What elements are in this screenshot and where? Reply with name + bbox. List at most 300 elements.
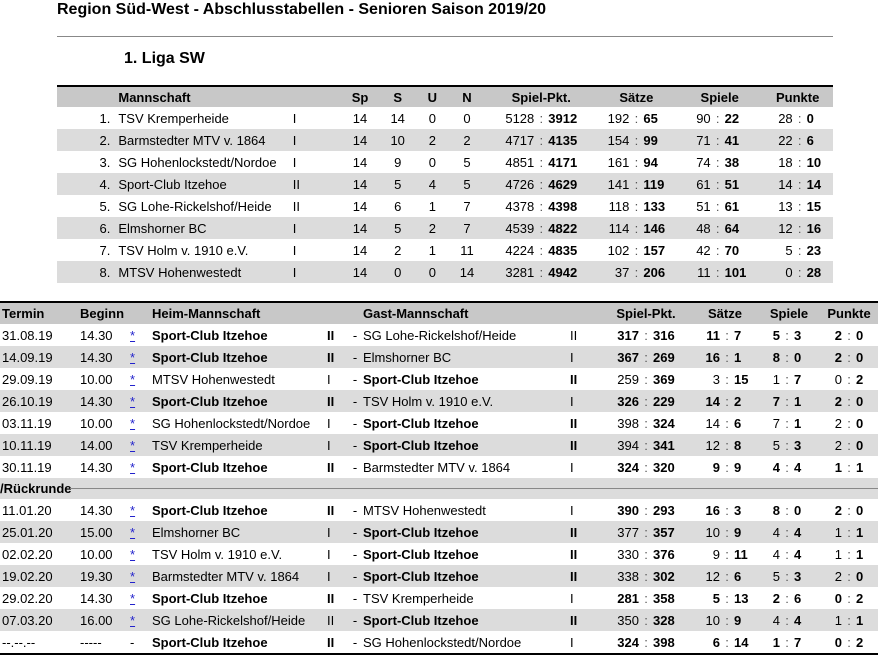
score-pair	[767, 155, 829, 170]
score-pair	[766, 328, 812, 343]
guest-class: II	[570, 327, 578, 343]
score-left: 4851	[505, 154, 535, 170]
saetze-cell	[692, 565, 758, 587]
score-pair	[828, 525, 870, 540]
report-link[interactable]: *	[130, 502, 136, 518]
score-separator: :	[847, 327, 851, 343]
score-separator: :	[785, 459, 789, 475]
punkte-cell	[762, 217, 833, 239]
score-right: 6	[734, 415, 742, 431]
score-separator: :	[725, 590, 729, 606]
score-pair	[828, 503, 870, 518]
guest-class: I	[570, 393, 574, 409]
losses: 7	[463, 220, 471, 236]
score-left: 61	[696, 176, 711, 192]
score-right: 2	[856, 634, 864, 650]
score-pair	[828, 635, 870, 650]
score-pair	[609, 613, 683, 628]
team-class: I	[292, 154, 297, 170]
punkte-cell	[820, 609, 878, 631]
punkte-cell	[762, 239, 833, 261]
score-left: 4	[772, 546, 780, 562]
score-left: 114	[608, 220, 630, 236]
home-team: Sport-Club Itzehoe	[152, 459, 268, 475]
report-link-cell	[130, 368, 152, 390]
round-separator-cell	[0, 478, 878, 499]
col-gast-class	[570, 302, 600, 324]
score-right: 99	[643, 132, 658, 148]
score-pair	[696, 416, 754, 431]
score-left: 2	[834, 415, 842, 431]
spielpkt-cell	[600, 543, 692, 565]
spiele-cell	[758, 565, 820, 587]
score-left: 3	[712, 371, 720, 387]
home-class: II	[327, 393, 335, 409]
score-pair	[766, 350, 812, 365]
home-team: Sport-Club Itzehoe	[152, 327, 268, 343]
match-time: 14.30	[80, 459, 113, 475]
vs-dash: -	[352, 502, 358, 518]
score-left: 2	[834, 568, 842, 584]
score-pair	[767, 265, 829, 280]
guest-class: II	[570, 415, 578, 431]
match-date: 25.01.20	[2, 524, 53, 540]
score-pair	[696, 394, 754, 409]
team-name: Sport-Club Itzehoe	[118, 176, 227, 192]
report-link[interactable]: *	[130, 524, 136, 540]
spielpkt-cell	[600, 456, 692, 478]
score-right: 229	[653, 393, 675, 409]
score-pair	[498, 177, 584, 192]
score-pair	[696, 635, 754, 650]
punkte-cell	[820, 434, 878, 456]
score-pair	[767, 133, 829, 148]
standings-header-row	[57, 86, 833, 107]
spielpkt-cell	[600, 499, 692, 521]
score-separator: :	[725, 393, 729, 409]
match-row	[0, 499, 878, 521]
report-link[interactable]: *	[130, 371, 136, 387]
score-pair	[685, 133, 755, 148]
score-pair	[685, 111, 755, 126]
punkte-cell	[820, 324, 878, 346]
score-separator: :	[725, 502, 729, 518]
score-left: 2	[834, 502, 842, 518]
rank: 8.	[99, 264, 111, 280]
report-link-cell	[130, 543, 152, 565]
score-separator: :	[634, 154, 639, 170]
vs-dash: -	[352, 524, 358, 540]
score-separator: :	[797, 264, 802, 280]
score-right: 0	[856, 568, 864, 584]
home-team: SG Hohenlockstedt/Nordoe	[152, 415, 311, 431]
wins: 0	[394, 264, 402, 280]
score-separator: :	[634, 110, 639, 126]
match-time: 15.00	[80, 524, 113, 540]
score-left: 4378	[505, 198, 535, 214]
spiele-cell	[677, 261, 762, 283]
score-right: 94	[643, 154, 658, 170]
home-team: Sport-Club Itzehoe	[152, 502, 268, 518]
score-left: 1	[834, 612, 842, 628]
score-left: 4	[772, 524, 780, 540]
score-left: 377	[617, 524, 639, 540]
score-separator: :	[715, 176, 720, 192]
score-pair	[685, 243, 755, 258]
standings-row	[57, 217, 833, 239]
score-separator: :	[644, 459, 648, 475]
match-time: 14.30	[80, 349, 113, 365]
vs-dash: -	[352, 546, 358, 562]
punkte-cell	[820, 499, 878, 521]
vs-dash: -	[352, 590, 358, 606]
saetze-cell	[596, 239, 677, 261]
team-class: I	[292, 220, 297, 236]
punkte-cell	[820, 565, 878, 587]
score-separator: :	[725, 415, 729, 431]
spielpkt-cell	[600, 346, 692, 368]
score-pair	[609, 591, 683, 606]
score-right: 15	[806, 198, 822, 214]
report-link[interactable]: *	[130, 459, 136, 475]
score-pair	[498, 133, 584, 148]
score-pair	[599, 111, 673, 126]
score-pair	[498, 199, 584, 214]
score-separator: :	[715, 132, 720, 148]
losses: 5	[463, 176, 471, 192]
col-saetze: Sätze	[708, 306, 742, 321]
spiele-cell	[677, 129, 762, 151]
score-separator: :	[785, 546, 789, 562]
score-left: 161	[607, 154, 630, 170]
home-team: Barmstedter MTV v. 1864	[152, 568, 300, 584]
report-link[interactable]: *	[130, 546, 136, 562]
score-pair	[609, 394, 683, 409]
saetze-cell	[692, 412, 758, 434]
score-right: 6	[806, 132, 814, 148]
games-played: 14	[352, 264, 368, 280]
wins: 5	[394, 176, 402, 192]
score-right: 3	[734, 502, 742, 518]
saetze-cell	[692, 368, 758, 390]
score-pair	[599, 221, 673, 236]
match-date: 29.02.20	[2, 590, 53, 606]
report-link[interactable]: *	[130, 612, 136, 628]
punkte-cell	[762, 151, 833, 173]
col-s: S	[393, 89, 403, 105]
score-pair	[599, 177, 673, 192]
score-pair	[609, 372, 683, 387]
vs-dash: -	[352, 415, 358, 431]
score-right: 369	[653, 371, 675, 387]
score-separator: :	[644, 612, 648, 628]
score-separator: :	[539, 264, 544, 280]
col-spiele: Spiele	[769, 306, 809, 321]
spielpkt-cell	[600, 631, 692, 654]
score-right: 4	[794, 612, 802, 628]
report-link[interactable]: *	[130, 327, 136, 343]
saetze-cell	[596, 261, 677, 283]
score-right: 4171	[548, 154, 578, 170]
score-pair	[685, 265, 755, 280]
report-link[interactable]: *	[130, 349, 136, 365]
report-link[interactable]: *	[130, 568, 136, 584]
standings-row	[57, 151, 833, 173]
score-right: 22	[724, 110, 740, 126]
score-right: 8	[734, 437, 742, 453]
score-right: 6	[794, 590, 802, 606]
score-right: 51	[724, 176, 740, 192]
score-left: 90	[696, 110, 711, 126]
score-right: 0	[856, 437, 864, 453]
home-team: Sport-Club Itzehoe	[152, 634, 268, 650]
score-separator: :	[644, 568, 648, 584]
score-separator: :	[715, 264, 720, 280]
spielpkt-cell	[600, 521, 692, 543]
score-right: 11	[734, 546, 748, 562]
rank: 6.	[99, 220, 111, 236]
vs-dash: -	[352, 349, 358, 365]
score-left: 13	[778, 198, 793, 214]
match-time: 14.30	[80, 327, 113, 343]
spielpkt-cell	[487, 217, 596, 239]
draws: 1	[428, 198, 436, 214]
score-right: 4629	[548, 176, 578, 192]
spiele-cell	[677, 107, 762, 129]
score-separator: :	[785, 568, 789, 584]
score-left: 10	[705, 612, 720, 628]
match-row	[0, 587, 878, 609]
score-right: 7	[794, 371, 802, 387]
score-pair	[696, 503, 754, 518]
col-n: N	[462, 89, 472, 105]
score-separator: :	[785, 393, 789, 409]
report-link[interactable]: *	[130, 437, 136, 453]
report-link-cell	[130, 521, 152, 543]
score-pair	[696, 350, 754, 365]
score-right: 146	[643, 220, 666, 236]
score-pair	[767, 111, 829, 126]
losses: 14	[459, 264, 475, 280]
team-name: TSV Kremperheide	[118, 110, 229, 126]
score-left: 1	[834, 459, 842, 475]
matches-table	[0, 301, 878, 655]
match-time: 14.00	[80, 437, 113, 453]
team-class: I	[292, 110, 297, 126]
team-name: SG Lohe-Rickelshof/Heide	[118, 198, 272, 214]
punkte-cell	[820, 543, 878, 565]
score-right: 376	[653, 546, 675, 562]
score-pair	[766, 394, 812, 409]
score-pair	[766, 460, 812, 475]
score-left: 4539	[505, 220, 535, 236]
score-separator: :	[634, 220, 639, 236]
home-class: I	[327, 524, 331, 540]
match-time: 14.30	[80, 590, 113, 606]
score-separator: :	[785, 502, 789, 518]
spiele-cell	[677, 195, 762, 217]
score-pair	[767, 221, 829, 236]
score-pair	[766, 438, 812, 453]
guest-class: II	[570, 612, 578, 628]
report-link-cell	[130, 456, 152, 478]
score-right: 1	[856, 459, 864, 475]
score-right: 70	[724, 242, 740, 258]
score-right: 3912	[548, 110, 578, 126]
divider	[57, 36, 833, 37]
draws: 0	[428, 110, 436, 126]
score-separator: :	[644, 502, 648, 518]
report-link[interactable]: *	[130, 415, 136, 431]
home-class: I	[327, 568, 331, 584]
team-name: MTSV Hohenwestedt	[118, 264, 242, 280]
guest-team: Sport-Club Itzehoe	[363, 415, 479, 431]
team-name: Barmstedter MTV v. 1864	[118, 132, 266, 148]
score-left: 1	[772, 634, 780, 650]
losses: 7	[463, 198, 471, 214]
spiele-cell	[677, 151, 762, 173]
score-pair	[696, 569, 754, 584]
score-left: 4717	[505, 132, 535, 148]
score-separator: :	[725, 568, 729, 584]
score-separator: :	[644, 371, 648, 387]
home-team: MTSV Hohenwestedt	[152, 371, 275, 387]
report-link[interactable]: *	[130, 393, 136, 409]
score-separator: :	[847, 349, 851, 365]
score-right: 7	[794, 634, 802, 650]
score-separator: :	[785, 590, 789, 606]
guest-class: II	[570, 546, 578, 562]
standings-row	[57, 195, 833, 217]
wins: 6	[394, 198, 402, 214]
score-right: 3	[794, 568, 802, 584]
col-team: Mannschaft	[118, 89, 191, 105]
score-right: 4942	[548, 264, 578, 280]
score-left: 350	[617, 612, 639, 628]
spielpkt-cell	[600, 609, 692, 631]
rank: 3.	[99, 154, 111, 170]
score-left: 338	[617, 568, 639, 584]
score-right: 28	[806, 264, 822, 280]
score-pair	[609, 416, 683, 431]
score-separator: :	[644, 590, 648, 606]
guest-team: Sport-Club Itzehoe	[363, 612, 479, 628]
home-team: Sport-Club Itzehoe	[152, 590, 268, 606]
saetze-cell	[596, 107, 677, 129]
score-separator: :	[539, 198, 544, 214]
score-right: 10	[806, 154, 822, 170]
score-right: 13	[734, 590, 749, 606]
score-pair	[599, 199, 673, 214]
draws: 1	[428, 242, 436, 258]
score-left: 7	[772, 415, 780, 431]
spielpkt-cell	[487, 195, 596, 217]
score-left: 2	[834, 437, 842, 453]
score-pair	[498, 243, 584, 258]
wins: 10	[390, 132, 405, 148]
score-right: 358	[653, 590, 675, 606]
score-separator: :	[847, 437, 851, 453]
score-separator: :	[785, 415, 789, 431]
home-team: SG Lohe-Rickelshof/Heide	[152, 612, 306, 628]
saetze-cell	[596, 173, 677, 195]
home-class: II	[327, 349, 335, 365]
spielpkt-cell	[600, 565, 692, 587]
score-left: 71	[696, 132, 711, 148]
score-left: 102	[607, 242, 630, 258]
score-left: 18	[778, 154, 793, 170]
score-right: 64	[724, 220, 740, 236]
score-separator: :	[847, 459, 851, 475]
saetze-cell	[692, 499, 758, 521]
score-left: 74	[696, 154, 711, 170]
score-left: 8	[772, 502, 780, 518]
score-right: 119	[643, 176, 665, 192]
score-right: 293	[653, 502, 675, 518]
score-separator: :	[847, 524, 851, 540]
spielpkt-cell	[487, 261, 596, 283]
score-left: 16	[705, 349, 720, 365]
score-left: 14	[705, 415, 720, 431]
guest-team: Sport-Club Itzehoe	[363, 546, 479, 562]
score-left: 326	[617, 393, 639, 409]
score-separator: :	[644, 327, 648, 343]
report-link-cell	[130, 346, 152, 368]
vs-dash: -	[352, 371, 358, 387]
score-right: 341	[653, 437, 675, 453]
report-link[interactable]: *	[130, 590, 136, 606]
score-pair	[767, 243, 829, 258]
score-separator: :	[785, 349, 789, 365]
score-pair	[498, 221, 584, 236]
score-separator: :	[725, 524, 729, 540]
team-class: I	[292, 242, 297, 258]
score-pair	[599, 243, 673, 258]
score-separator: :	[715, 110, 720, 126]
col-heim-class	[327, 302, 347, 324]
score-pair	[766, 372, 812, 387]
match-date: 26.10.19	[2, 393, 53, 409]
score-left: 141	[607, 176, 630, 192]
spiele-cell	[758, 609, 820, 631]
score-right: 357	[653, 524, 675, 540]
report-link-placeholder: -	[130, 634, 135, 650]
score-right: 133	[643, 198, 666, 214]
games-played: 14	[352, 132, 368, 148]
spiele-cell	[758, 587, 820, 609]
score-separator: :	[725, 327, 729, 343]
score-right: 9	[734, 459, 742, 475]
score-pair	[696, 547, 754, 562]
score-right: 2	[856, 371, 864, 387]
match-row	[0, 521, 878, 543]
score-right: 65	[643, 110, 658, 126]
score-right: 9	[734, 612, 742, 628]
score-pair	[498, 111, 584, 126]
match-date: --.--.--	[2, 634, 36, 650]
guest-team: Sport-Club Itzehoe	[363, 568, 479, 584]
match-time: 19.30	[80, 568, 113, 584]
spiele-cell	[677, 173, 762, 195]
col-saetze: Sätze	[619, 89, 654, 105]
score-left: 9	[712, 546, 720, 562]
score-separator: :	[725, 612, 729, 628]
punkte-cell	[820, 521, 878, 543]
score-pair	[685, 199, 755, 214]
score-pair	[609, 503, 683, 518]
score-pair	[696, 460, 754, 475]
report-link-cell	[130, 565, 152, 587]
